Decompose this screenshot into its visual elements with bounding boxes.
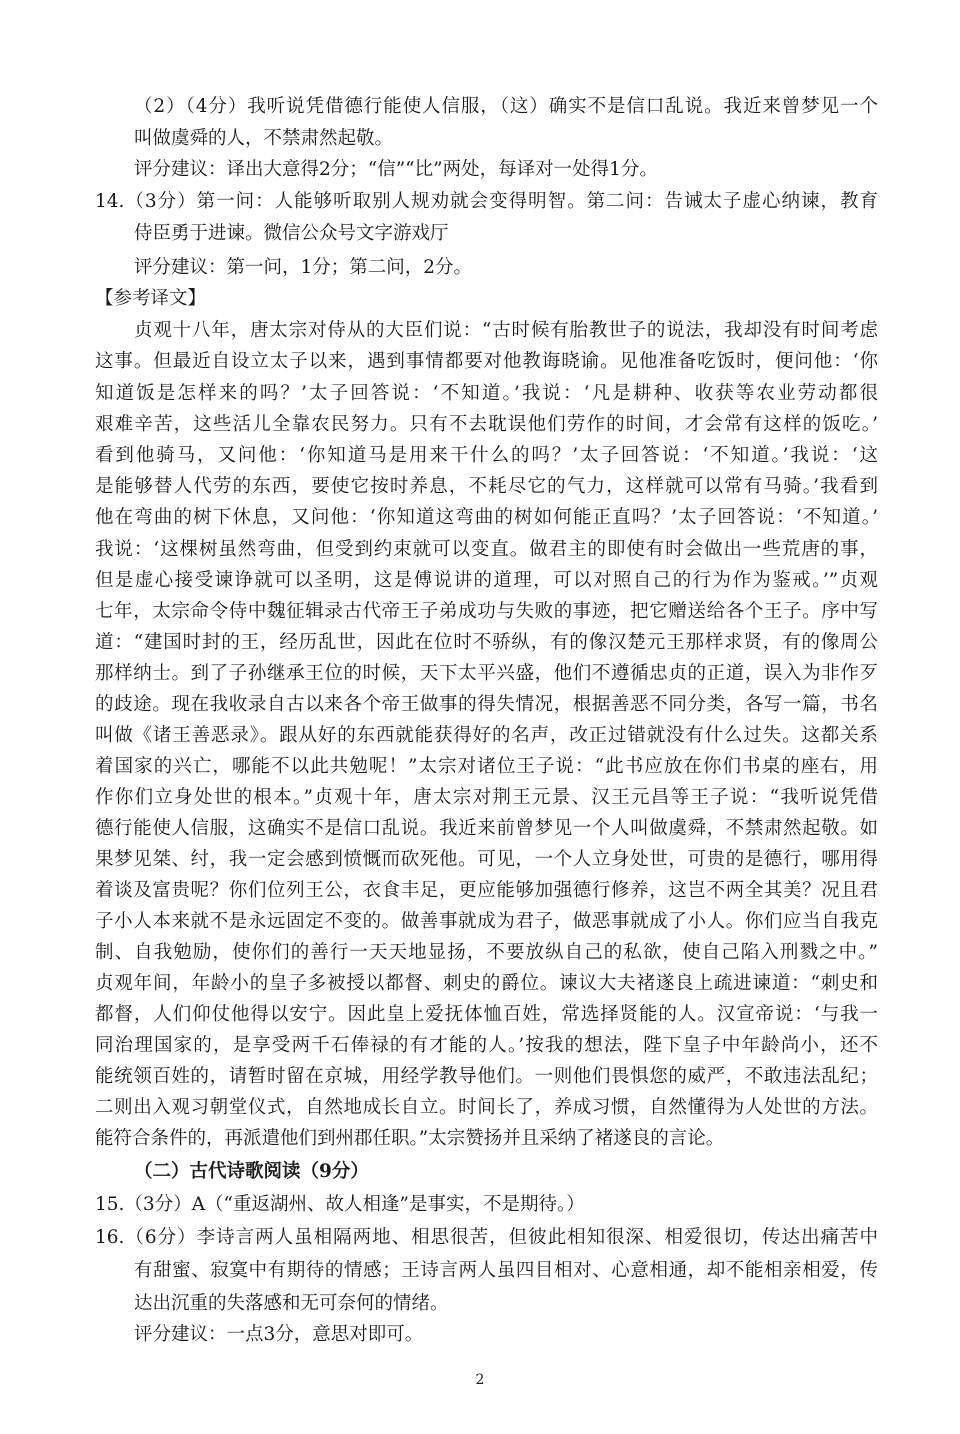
scoring-note-16: 评分建议：一点3分，意思对即可。	[134, 1324, 424, 1345]
translation-line-5: 看到他骑马，又问他：‘你知道马是用来干什么的吗？’太子回答说：‘不知道。’我说：‘这	[95, 445, 878, 466]
translation-line-20: 子小人本来就不是永远固定不变的。做善事就成为君子，做恶事就成了小人。你们应当自我克	[95, 911, 878, 932]
translation-line-19: 着谈及富贵呢？你们位列王公，衣食丰足，更应能够加强德行修养，这岂不两全其美？况且君	[95, 880, 878, 901]
answer-16-line-2: 有甜蜜、寂寞中有期待的情感；王诗言两人虽四目相对、心意相通，却不能相亲相爱，传	[134, 1260, 878, 1281]
translation-line-17: 德行能使人信服，这确实不是信口乱说。我近来前曾梦见一个人叫做虞舜，不禁肃然起敬。如	[95, 818, 878, 839]
answer-14-line-2: 侍臣勇于进谏。微信公众号文字游戏厅	[134, 223, 449, 244]
answer-15: 15.（3分）A（“重返湖州、故人相逢”是事实，不是期待。）	[95, 1194, 585, 1215]
answer-13-2-line-2: 叫做虞舜的人，不禁肃然起敬。	[134, 128, 394, 149]
page-number: 2	[475, 1372, 485, 1388]
translation-line-7: 他在弯曲的树下休息，又问他：‘你知道这弯曲的树如何能正直吗？’太子回答说：‘不知道。’	[95, 507, 878, 528]
translation-line-2: 这事。但最近自设立太子以来，遇到事情都要对他教诲晓谕。见他准备吃饭时，便问他：‘你	[95, 351, 878, 372]
translation-line-6: 是能够替人代劳的东西，要使它按时养息，不耗尽它的气力，这样就可以常有马骑。’我看到	[95, 476, 878, 497]
section-heading-poetry: （二）古代诗歌阅读（9分）	[134, 1161, 369, 1182]
translation-line-9: 但是虚心接受谏诤就可以圣明，这是傅说讲的道理，可以对照自己的行为作为鉴戒。’”贞观	[95, 570, 878, 591]
answer-16-line-1: 16.（6分）李诗言两人虽相隔两地、相思很苦，但彼此相知很深、相爱很切，传达出痛苦中	[95, 1227, 878, 1248]
scoring-note-13: 评分建议：译出大意得2分；“信”“比”两处，每译对一处得1分。	[134, 159, 658, 180]
translation-line-8: 我说：‘这棵树虽然弯曲，但受到约束就可以变直。做君主的即使有时会做出一些荒唐的事，	[95, 539, 878, 560]
translation-line-24: 同治理国家的，是享受两千石俸禄的有才能的人。’按我的想法，陛下皇子中年龄尚小，还不	[95, 1035, 878, 1056]
translation-line-16: 作你们立身处世的根本。”贞观十年，唐太宗对荆王元景、汉王元昌等王子说：“我听说凭借	[95, 787, 878, 808]
translation-line-4: 艰难辛苦，这些活儿全靠农民努力。只有不去耽误他们劳作的时间，才会常有这样的饭吃。’	[95, 414, 878, 435]
translation-line-3: 知道饭是怎样来的吗？’太子回答说：‘不知道。’我说：‘凡是耕种、收获等农业劳动都很	[95, 383, 878, 404]
translation-line-15: 着国家的兴亡，哪能不以此共勉呢！”太宗对诸位王子说：“此书应放在你们书桌的座右，用	[95, 756, 878, 777]
translation-line-27: 能符合条件的，再派遣他们到州郡任职。”太宗赞扬并且采纳了褚遂良的言论。	[95, 1128, 725, 1149]
translation-line-12: 那样纳士。到了子孙继承王位的时候，天下太平兴盛，他们不遵循忠贞的正道，误入为非作歹	[95, 663, 878, 684]
translation-line-10: 七年，太宗命令侍中魏征辑录古代帝王子弟成功与失败的事迹，把它赠送给各个王子。序中写	[95, 601, 878, 622]
answer-16-line-3: 达出沉重的失落感和无可奈何的情绪。	[134, 1293, 449, 1314]
translation-line-26: 二则出入观习朝堂仪式，自然地成长自立。时间长了，养成习惯，自然懂得为人处世的方法。	[95, 1097, 878, 1118]
answer-13-2-line-1: （2）（4分）我听说凭借德行能使人信服，（这）确实不是信口乱说。我近来曾梦见一个	[134, 96, 878, 117]
translation-line-21: 制、自我勉励，使你们的善行一天天地显扬，不要放纵自己的私欲，使自己陷入刑戮之中。”	[95, 942, 878, 963]
translation-line-18: 果梦见桀、纣，我一定会感到愤慨而砍死他。可见，一个人立身处世，可贵的是德行，哪用得	[95, 849, 878, 870]
answer-14-line-1: 14.（3分）第一问：人能够听取别人规劝就会变得明智。第二问：告诫太子虚心纳谏，教育	[95, 191, 878, 212]
translation-line-22: 贞观年间，年龄小的皇子多被授以都督、刺史的爵位。谏议大夫褚遂良上疏进谏道：“刺史和	[95, 973, 878, 994]
translation-line-11: 道：“建国时封的王，经历乱世，因此在位时不骄纵，有的像汉楚元王那样求贤，有的像周公	[95, 632, 878, 653]
translation-line-1: 贞观十八年，唐太宗对侍从的大臣们说：“古时候有胎教世子的说法，我却没有时间考虑	[134, 320, 878, 341]
translation-line-14: 叫做《诸王善恶录》。跟从好的东西就能获得好的名声，改正过错就没有什么过失。这都关系	[95, 725, 878, 746]
reference-translation-heading: 【参考译文】	[95, 288, 207, 309]
scoring-note-14: 评分建议：第一问，1分；第二问，2分。	[134, 257, 473, 278]
translation-line-23: 都督，人们仰仗他得以安宁。因此皇上爱抚体恤百姓，常选择贤能的人。汉宣帝说：‘与我一	[95, 1004, 878, 1025]
translation-line-25: 能统领百姓的，请暂时留在京城，用经学教导他们。一则他们畏惧您的威严，不敢违法乱纪；	[95, 1066, 878, 1087]
translation-line-13: 的歧途。现在我收录自古以来各个帝王做事的得失情况，根据善恶不同分类，各写一篇，书名	[95, 694, 878, 715]
